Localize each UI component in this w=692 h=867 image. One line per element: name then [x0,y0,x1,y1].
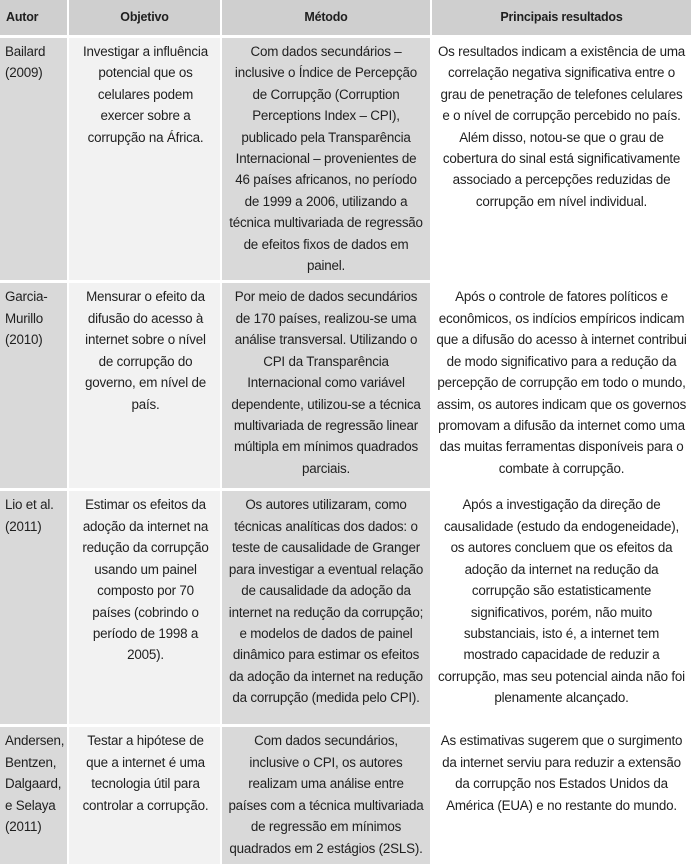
table-row [0,37,692,282]
cell-resultados: Após o controle de fatores políticos e econômicos, os indícios empíricos indicam que a difusão do acesso à internet contribui de modo significativo para a redução da percepção de corrupção em todo o mundo, assim, os autores indicam que os governos promovam a difusão da internet como uma das muitas ferramentas disponíveis para o combate à corrupção. [431,282,692,490]
cell-objetivo: Investigar a influência potencial que os celulares podem exercer sobre a corrupção na África. [68,37,221,282]
table-row [0,490,692,726]
cell-objetivo: Mensurar o efeito da difusão do acesso à internet sobre o nível de corrupção do governo, em nível de país. [68,282,221,490]
table-row [0,726,692,866]
cell-objetivo: Testar a hipótese de que a internet é uma tecnologia útil para controlar a corrupção. [68,726,221,866]
cell-metodo: Com dados secundários, inclusive o CPI, os autores realizam uma análise entre países com a técnica multivariada de regressão em mínimos quadrados em 2 estágios (2SLS). [221,726,431,866]
cell-resultados: Após a investigação da direção de causalidade (estudo da endogeneidade), os autores concluem que os efeitos da adoção da internet na redução da corrupção são estatisticamente significativos, porém, não muito substanciais, isto é, a internet tem mostrado capacidade de reduzir a corrupção, mas seu potencial ainda não foi plenamente alcançado. [431,490,692,726]
header-resultados: Principais resultados [431,0,692,37]
header-objetivo: Objetivo [68,0,221,37]
table-row [0,282,692,490]
header-autor: Autor [0,0,68,37]
cell-autor: Bailard (2009) [0,37,68,282]
cell-autor: Lio et al. (2011) [0,490,68,726]
cell-metodo: Por meio de dados secundários de 170 países, realizou-se uma análise transversal. Utilizando o CPI da Transparência Internacional como variável dependente, utilizou-se a técnica multivariada de regressão linear múltipla em mínimos quadrados parciais. [221,282,431,490]
header-metodo: Método [221,0,431,37]
cell-metodo: Com dados secundários – inclusive o Índice de Percepção de Corrupção (Corruption Perceptions Index – CPI), publicado pela Transparência Internacional – provenientes de 46 países africanos, no período de 1999 a 2006, utilizando a técnica multivariada de regressão de efeitos fixos de dados em painel. [221,37,431,282]
cell-objetivo: Estimar os efeitos da adoção da internet na redução da corrupção usando um painel composto por 70 países (cobrindo o período de 1998 a 2005). [68,490,221,726]
header-row [0,0,692,37]
cell-metodo: Os autores utilizaram, como técnicas analíticas dos dados: o teste de causalidade de Granger para investigar a eventual relação de causalidade da adoção da internet na redução da corrupção; e modelos de dados de painel dinâmico para estimar os efeitos da adoção da internet na redução da corrupção (medida pelo CPI). [221,490,431,726]
cell-resultados: As estimativas sugerem que o surgimento da internet serviu para reduzir a extensão da corrupção nos Estados Unidos da América (EUA) e no restante do mundo. [431,726,692,866]
cell-autor: Andersen, Bentzen, Dalgaard, e Selaya (2011) [0,726,68,866]
cell-resultados: Os resultados indicam a existência de uma correlação negativa significativa entre o grau de penetração de telefones celulares e o nível de corrupção percebido no país. Além disso, notou-se que o grau de cobertura do sinal está significativamente associado a percepções reduzidas de corrupção em nível individual. [431,37,692,282]
cell-autor: Garcia-Murillo (2010) [0,282,68,490]
